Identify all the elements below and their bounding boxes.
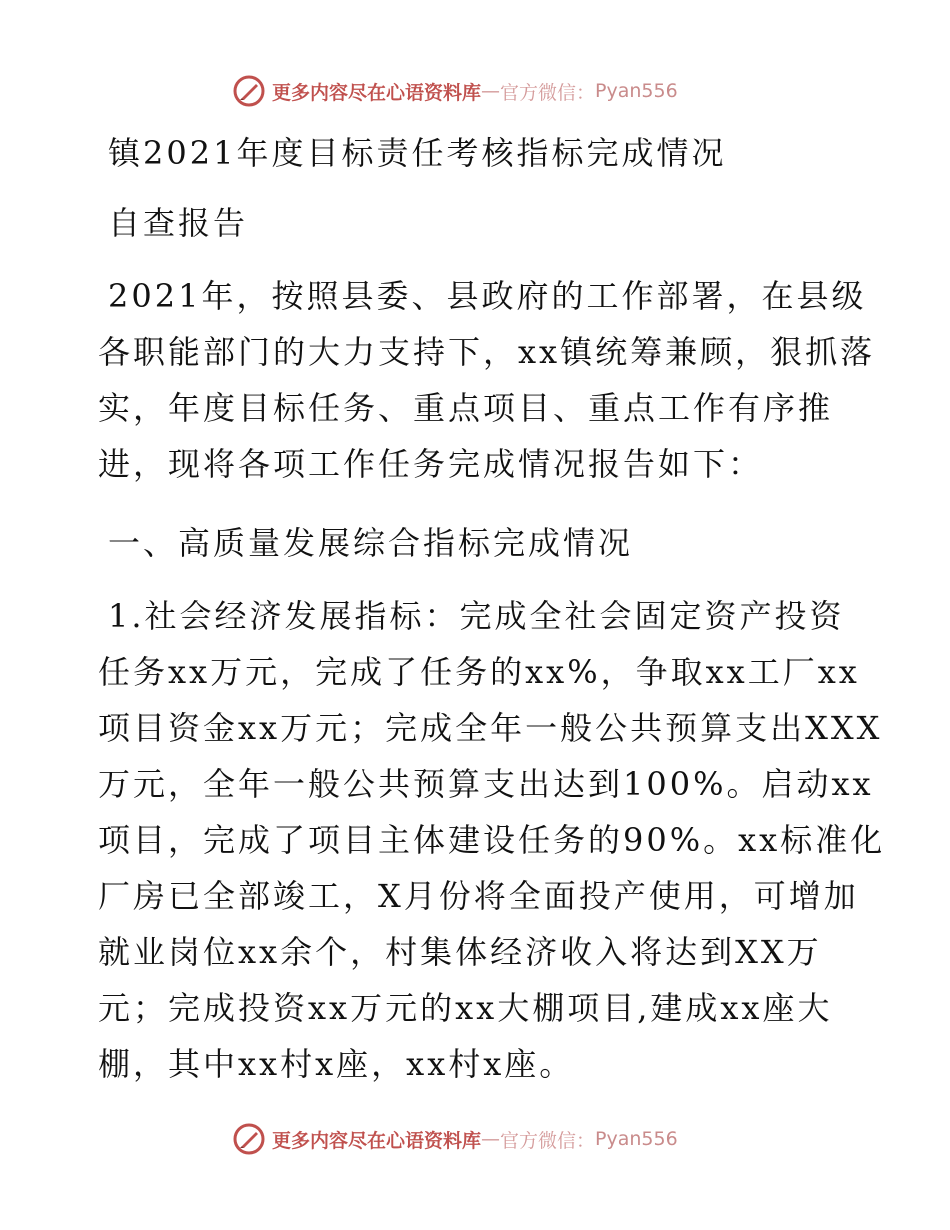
item-1-line: 项目，完成了项目主体建设任务的90%。xx标准化 (98, 821, 886, 859)
watermark-footer (232, 1122, 678, 1156)
watermark-separator: — (481, 80, 501, 102)
item-1-line: 万元，全年一般公共预算支出达到100%。启动xx (98, 765, 874, 803)
pen-logo-icon (232, 1122, 266, 1156)
item-1-paragraph (98, 588, 886, 1092)
intro-line: 进，现将各项工作任务完成情况报告如下： (98, 445, 764, 483)
item-1-line: 就业岗位xx余个，村集体经济收入将达到XX万 (98, 933, 822, 971)
watermark-official: 官方微信： (500, 1129, 596, 1152)
item-1-line: 1.社会经济发展指标：完成全社会固定资产投资 (108, 597, 845, 635)
watermark-header (232, 74, 678, 108)
item-1-line: 任务xx万元，完成了任务的xx%，争取xx工厂xx (98, 653, 860, 691)
watermark-brand: 更多内容尽在心语资料库 (272, 81, 482, 104)
pen-logo-icon (232, 74, 266, 108)
intro-line: 各职能部门的大力支持下，xx镇统筹兼顾，狠抓落 (98, 333, 876, 371)
item-1-line: 项目资金xx万元；完成全年一般公共预算支出XXX (98, 709, 883, 747)
watermark-wechat-id: Pyan556 (595, 1128, 678, 1150)
watermark-brand: 更多内容尽在心语资料库 (272, 1129, 482, 1152)
watermark-separator: — (481, 1128, 501, 1150)
item-1-line: 棚，其中xx村x座，xx村x座。 (98, 1045, 575, 1083)
section-1-heading: 一、高质量发展综合指标完成情况 (108, 524, 634, 562)
document-title-line-2: 自查报告 (108, 204, 249, 242)
item-1-line: 厂房已全部竣工，X月份将全面投产使用，可增加 (98, 877, 859, 915)
item-1-line: 元；完成投资xx万元的xx大棚项目,建成xx座大 (98, 989, 833, 1027)
document-title-line-1: 镇2021年度目标责任考核指标完成情况 (108, 134, 727, 172)
intro-paragraph (98, 268, 876, 492)
watermark-wechat-id: Pyan556 (595, 80, 678, 102)
intro-line: 实，年度目标任务、重点项目、重点工作有序推 (98, 389, 834, 427)
intro-line: 2021年，按照县委、县政府的工作部署，在县级 (108, 277, 867, 315)
watermark-official: 官方微信： (500, 81, 596, 104)
